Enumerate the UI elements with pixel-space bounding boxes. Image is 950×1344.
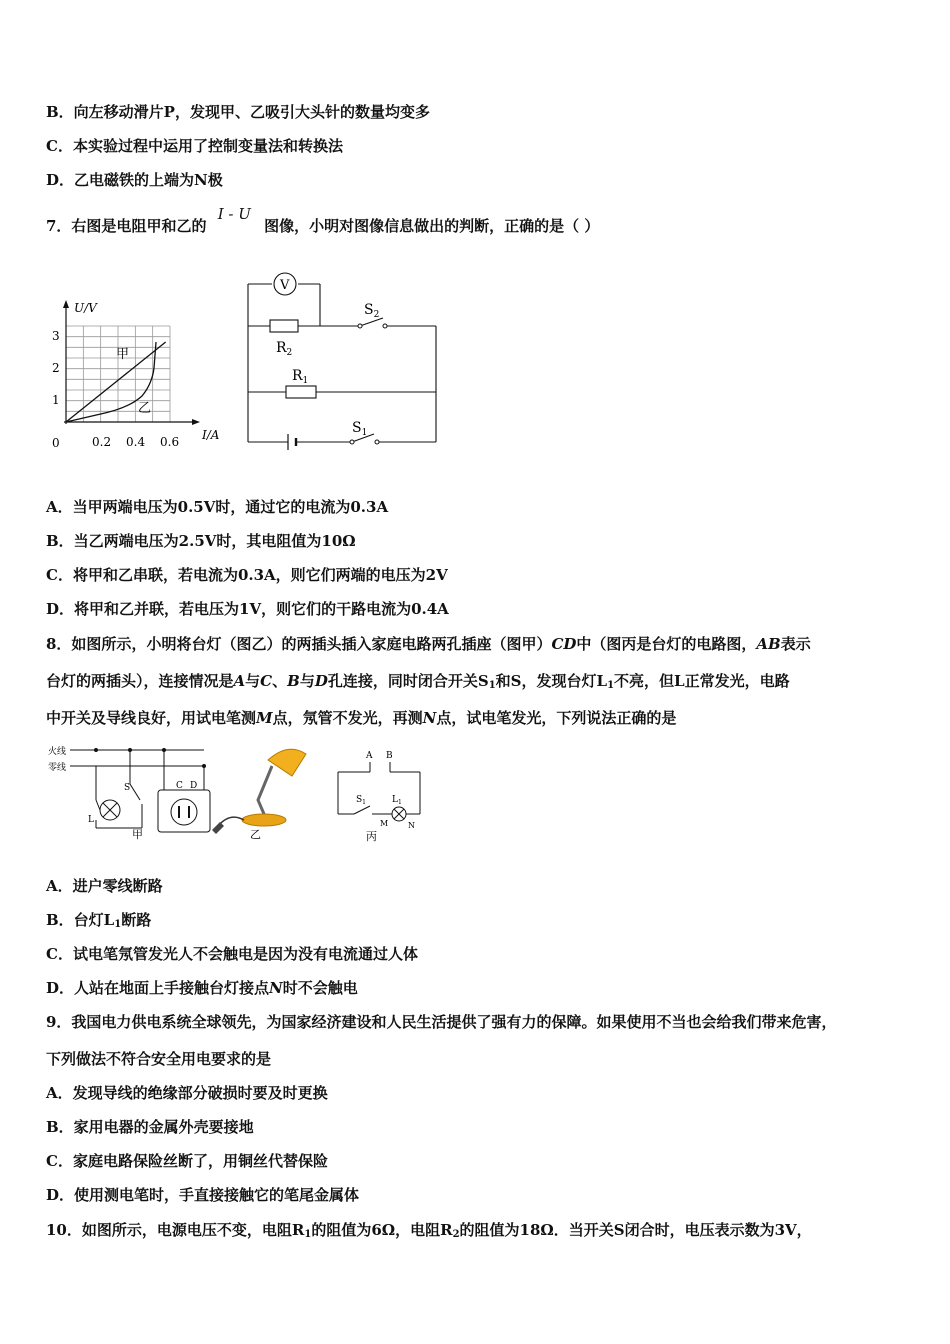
italic-term: M xyxy=(256,709,273,727)
battery-icon xyxy=(288,434,296,450)
y-axis-label: U/V xyxy=(74,301,97,315)
lamp-l1-icon xyxy=(392,807,406,821)
q8-option-d xyxy=(46,978,358,998)
text-part: 与 xyxy=(245,672,261,690)
q8-stem-line2 xyxy=(46,671,790,696)
q7-option-a: A．当甲两端电压为0.5V时，通过它的电流为0.3A xyxy=(46,498,389,516)
q7-iu-graph xyxy=(44,296,234,456)
y-tick-label: 3 xyxy=(52,329,60,343)
socket-icon xyxy=(171,799,197,825)
q6-option-d: D．乙电磁铁的上端为N极 xyxy=(46,171,223,189)
text-part: 的阻值为18Ω．当开关S闭合时，电压表示数为3V， xyxy=(459,1221,812,1239)
q7-stem-part: 7．右图是电阻甲和乙的 xyxy=(46,217,207,235)
resistor-r1-label: $R_1$ xyxy=(292,368,309,386)
text-part: 表示 xyxy=(780,635,811,653)
neutral-wire-label: 零线 xyxy=(48,763,67,773)
text-part: 不亮，但L正常发光，电路 xyxy=(614,672,790,690)
q8-figure-lamp-circuit xyxy=(330,744,430,844)
text-part: 、 xyxy=(272,672,288,690)
x-tick-label: 0.4 xyxy=(126,435,146,449)
italic-term: N xyxy=(269,979,283,997)
q8-figure-household-circuit xyxy=(44,740,224,840)
label-b: B xyxy=(386,751,393,761)
subscript: 1 xyxy=(488,680,496,691)
live-wire-label: 火线 xyxy=(48,747,67,757)
plug-icon xyxy=(212,822,224,834)
q8-option-b xyxy=(46,910,151,935)
text-part: 时不会触电 xyxy=(282,979,358,997)
text-part: B．台灯L xyxy=(46,911,115,929)
q8-figure-desk-lamp xyxy=(200,742,320,842)
origin-label: 0 xyxy=(52,436,60,450)
y-tick-label: 2 xyxy=(52,361,60,375)
q8-option-a: A．进户零线断路 xyxy=(46,877,163,895)
q6-option-c: C．本实验过程中运用了控制变量法和转换法 xyxy=(46,137,343,155)
x-axis-label: I/A xyxy=(202,428,220,442)
italic-term: CD xyxy=(551,635,577,653)
label-s: S xyxy=(124,783,131,793)
label-l1: $L_1$ xyxy=(392,795,402,806)
q7-stem xyxy=(46,205,600,236)
subscript: 1 xyxy=(607,680,615,691)
lamp-l-icon xyxy=(100,800,120,820)
label-d: D xyxy=(190,781,198,791)
label-yi: 乙 xyxy=(138,401,152,416)
label-jia: 甲 xyxy=(132,828,143,840)
q8-stem-line1 xyxy=(46,634,811,654)
resistor-r1 xyxy=(286,386,316,398)
label-c: C xyxy=(176,781,183,791)
resistor-r2 xyxy=(270,320,298,332)
q9-option-c: C．家庭电路保险丝断了，用铜丝代替保险 xyxy=(46,1152,328,1170)
q9-option-a: A．发现导线的绝缘部分破损时要及时更换 xyxy=(46,1084,328,1102)
label-n: N xyxy=(408,821,415,830)
text-part: 和S，发现台灯L xyxy=(495,672,608,690)
label-s1: $S_1$ xyxy=(356,795,366,806)
italic-term: B xyxy=(287,672,300,690)
q6-option-b: B．向左移动滑片P，发现甲、乙吸引大头针的数量均变多 xyxy=(46,103,430,121)
italic-term: D xyxy=(314,672,328,690)
text-part: 中（图丙是台灯的电路图， xyxy=(576,635,757,653)
text-part: 点，试电笔发光，下列说法正确的是 xyxy=(436,709,677,727)
subscript: 1 xyxy=(304,1229,312,1240)
q7-circuit-diagram xyxy=(240,266,450,456)
text-part: 点，氖管不发光，再测 xyxy=(272,709,423,727)
label-yi: 乙 xyxy=(250,828,261,841)
switch-s1-label: $S_1$ xyxy=(352,420,368,438)
q9-stem-line1: 9．我国电力供电系统全球领先，为国家经济建设和人民生活提供了强有力的保障。如果使用不当也会给我们带来危害， xyxy=(46,1013,837,1031)
q7-option-b: B．当乙两端电压为2.5V时，其电阻值为10Ω xyxy=(46,532,356,550)
x-tick-label: 0.2 xyxy=(92,435,112,449)
italic-term: AB xyxy=(756,635,781,653)
q7-option-d: D．将甲和乙并联，若电压为1V，则它们的干路电流为0.4A xyxy=(46,600,449,618)
switch-s2-label: $S_2$ xyxy=(364,302,380,320)
subscript: 2 xyxy=(452,1229,460,1240)
q7-option-c: C．将甲和乙串联，若电流为0.3A，则它们两端的电压为2V xyxy=(46,566,448,584)
text-part: 断路 xyxy=(121,911,152,929)
q7-stem-part: 图像，小明对图像信息做出的判断，正确的是（ ） xyxy=(264,217,600,235)
text-part: 台灯的两插头），连接情况是 xyxy=(46,672,234,690)
subscript: 1 xyxy=(114,919,122,930)
text-part: 中开关及导线良好，用试电笔测 xyxy=(46,709,257,727)
q9-option-b: B．家用电器的金属外壳要接地 xyxy=(46,1118,254,1136)
q9-stem-line2: 下列做法不符合安全用电要求的是 xyxy=(46,1050,272,1068)
text-part: 10．如图所示，电源电压不变，电阻R xyxy=(46,1221,305,1239)
italic-term: A xyxy=(233,672,246,690)
italic-term: N xyxy=(422,709,437,727)
q10-stem xyxy=(46,1220,812,1245)
text-part: 8．如图所示，小明将台灯（图乙）的两插头插入家庭电路两孔插座（图甲） xyxy=(46,635,552,653)
label-m: M xyxy=(380,819,389,828)
text-part: 孔连接，同时闭合开关S xyxy=(327,672,489,690)
q8-option-c: C．试电笔氖管发光人不会触电是因为没有电流通过人体 xyxy=(46,945,418,963)
label-bing: 丙 xyxy=(366,830,377,843)
y-tick-label: 1 xyxy=(52,393,60,407)
text-part: 与 xyxy=(299,672,315,690)
text-part: 的阻值为6Ω，电阻R xyxy=(311,1221,453,1239)
text-part: D．人站在地面上手接触台灯接点 xyxy=(46,979,270,997)
label-l: L xyxy=(88,815,94,825)
resistor-r2-label: $R_2$ xyxy=(276,340,293,358)
q8-stem-line3 xyxy=(46,708,676,728)
voltmeter-label: V xyxy=(280,278,290,293)
q7-iu-formula: I - U xyxy=(217,205,251,223)
q9-option-d: D．使用测电笔时，手直接接触它的笔尾金属体 xyxy=(46,1186,360,1204)
label-a: A xyxy=(366,751,373,761)
italic-term: C xyxy=(260,672,273,690)
label-jia: 甲 xyxy=(116,347,130,362)
x-tick-label: 0.6 xyxy=(160,435,180,449)
